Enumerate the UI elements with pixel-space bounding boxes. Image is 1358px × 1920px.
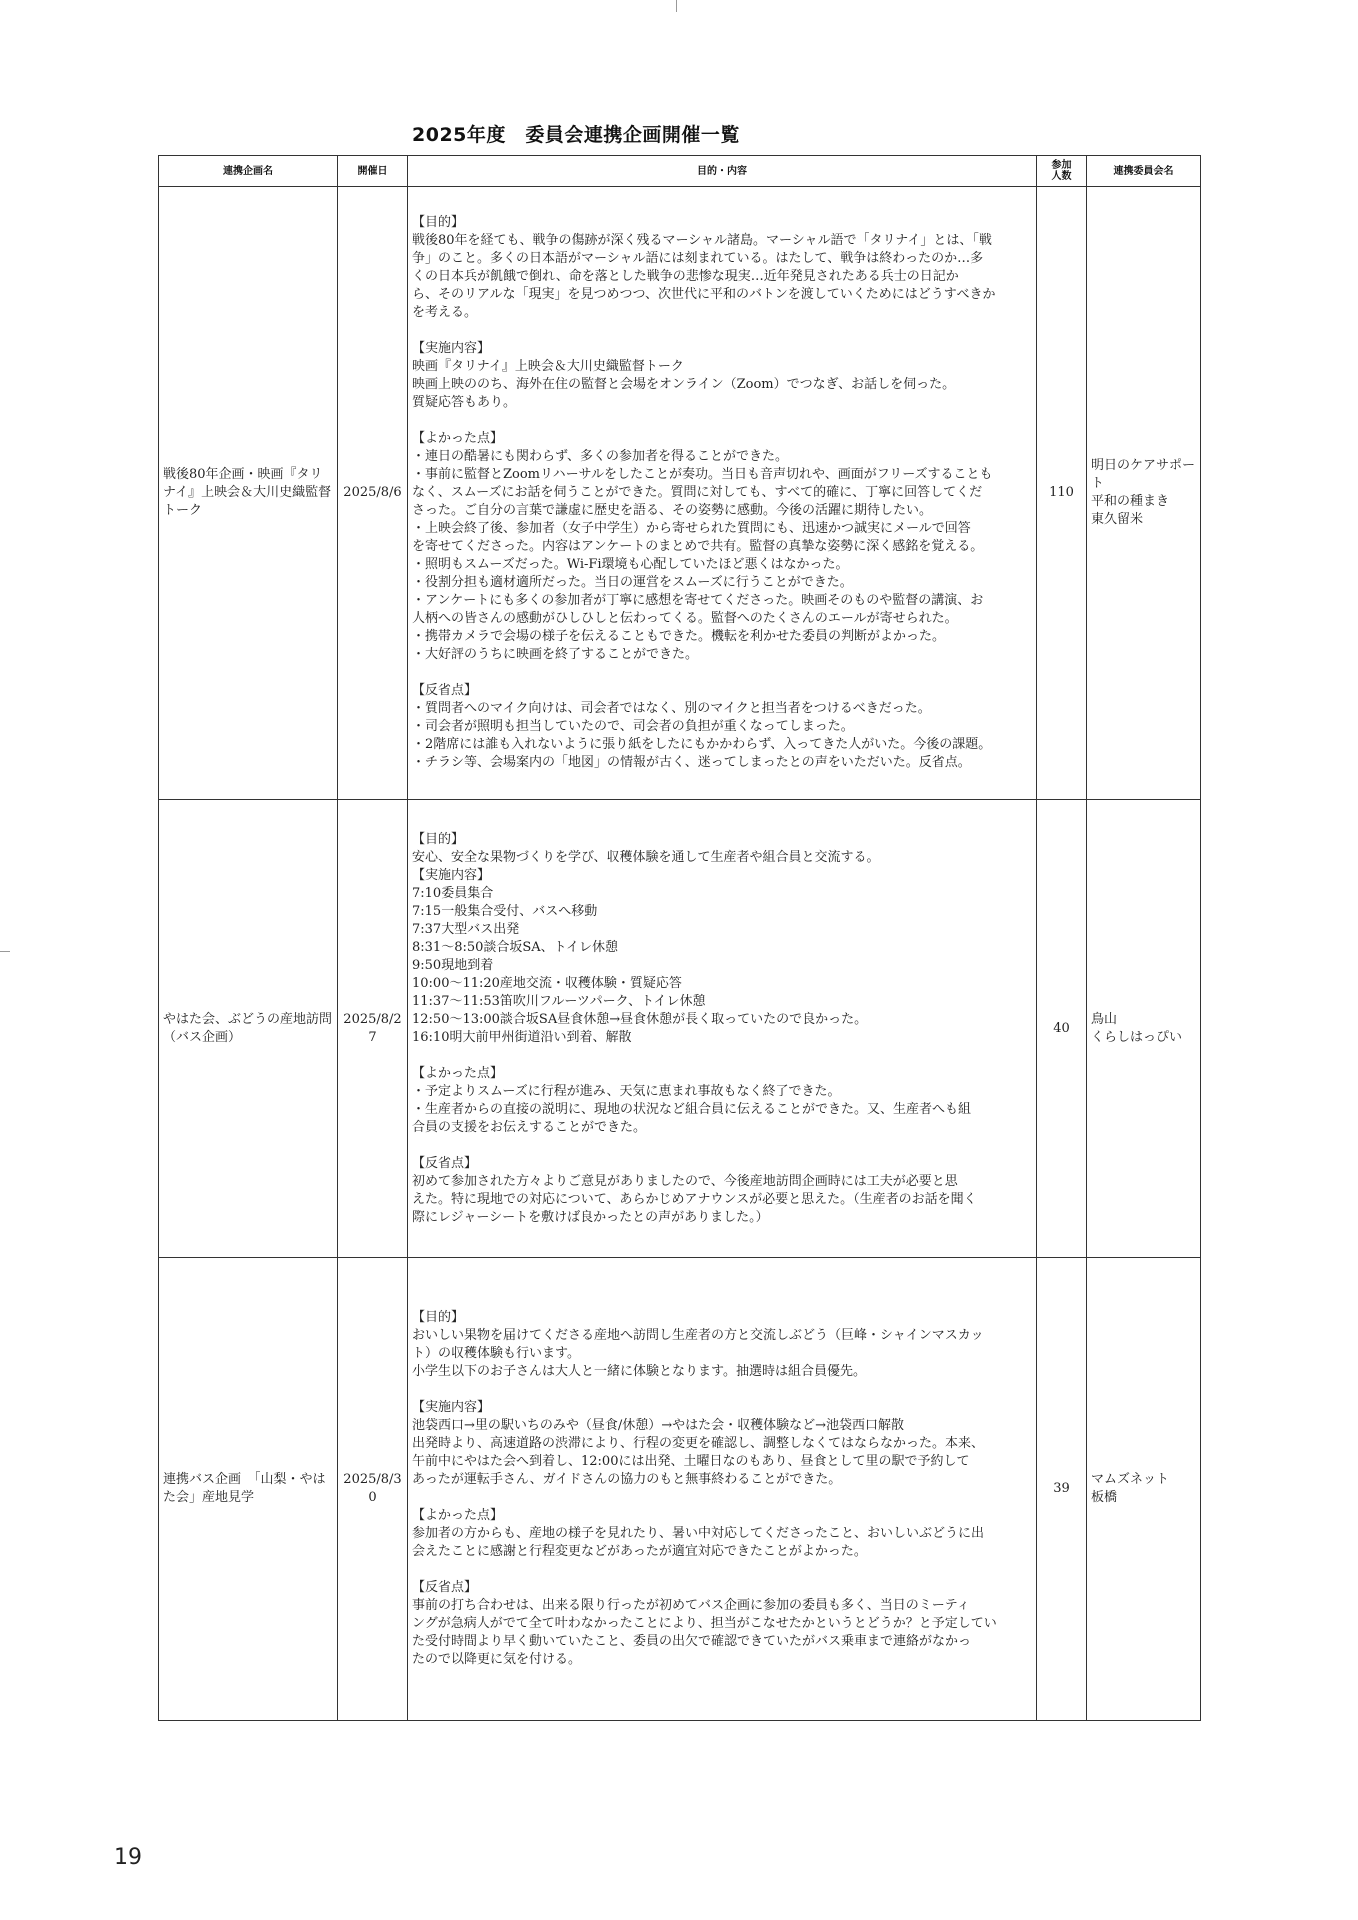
content-line: を寄せてくださった。内容はアンケートのまとめで共有。監督の真摯な姿勢に深く感銘を覚える。 [412, 539, 984, 554]
content-section [412, 1309, 1032, 1381]
content-line: 池袋西口→里の駅いちのみや（昼食/休憩）→やはた会・収穫体験など→池袋西口解散 [412, 1418, 905, 1433]
content-line: おいしい果物を届けてくださる産地へ訪問し生産者の方と交流しぶどう（巨峰・シャインマスカッ [412, 1328, 984, 1343]
content-line: ・事前に監督とZoomリハーサルをしたことが奏功。当日も音声切れや、画面がフリーズすることも [412, 467, 993, 482]
content-section [412, 214, 1032, 322]
content-line: ・照明もスムーズだった。Wi-Fi環境も心配していたほど悪くはなかった。 [412, 557, 849, 572]
table-row [159, 1258, 1201, 1721]
content-line: たので以降更に気を付ける。 [412, 1652, 582, 1667]
content-line: 合員の支援をお伝えすることができた。 [412, 1119, 647, 1135]
content-line: 7:37大型バス出発 [412, 921, 520, 937]
content-section [412, 831, 1032, 867]
content-line: ・質問者へのマイク向けは、司会者ではなく、別のマイクと担当者をつけるべきだった。 [412, 701, 931, 716]
content-line: 7:15一般集合受付、バスへ移動 [412, 903, 598, 919]
section-heading: 【よかった点】 [412, 1508, 504, 1523]
content-line: 人柄への皆さんの感動がひしひしと伝わってくる。監督へのたくさんのエールが寄せられた。 [412, 611, 958, 626]
header-committee: 連携委員会名 [1087, 156, 1201, 187]
header-name: 連携企画名 [159, 156, 338, 187]
content-line: ・大好評のうちに映画を終了することができた。 [412, 647, 699, 662]
content-section [412, 867, 1032, 1047]
plan-content-cell [408, 187, 1037, 800]
content-line: 11:37～11:53笛吹川フルーツパーク、トイレ休憩 [412, 993, 706, 1009]
content-line: ・司会者が照明も担当していたので、司会者の負担が重くなってしまった。 [412, 719, 854, 734]
header-content: 目的・内容 [408, 156, 1037, 187]
content-section [412, 1579, 1032, 1669]
content-line: さった。ご自分の言葉で謙虚に歴史を語る、その姿勢に感動。今後の活躍に期待したい。 [412, 503, 933, 518]
content-line: 映画上映ののち、海外在住の監督と会場をオンライン（Zoom）でつなぎ、お話しを伺った。 [412, 377, 956, 392]
plan-name-cell: 連携バス企画 「山梨・やはた会」産地見学 [159, 1258, 338, 1721]
content-line: 戦後80年を経ても、戦争の傷跡が深く残るマーシャル諸島。マーシャル語で「タリナイ」とは、「戦 [412, 233, 992, 248]
section-heading: 【目的】 [412, 215, 465, 230]
section-heading: 【反省点】 [412, 1155, 478, 1171]
plan-date-cell: 2025/8/6 [338, 187, 408, 800]
content-line: ・連日の酷暑にも関わらず、多くの参加者を得ることができた。 [412, 449, 788, 464]
content-line: 参加者の方からも、産地の様子を見れたり、暑い中対応してくださったこと、おいしいぶどうに出 [412, 1526, 985, 1541]
content-line: 際にレジャーシートを敷けば良かったとの声がありました。） [412, 1209, 769, 1225]
header-count-label: 参加人数 [1051, 160, 1072, 182]
content-section [412, 1507, 1032, 1561]
content-section [412, 682, 1032, 772]
plan-date-cell: 2025/8/27 [338, 800, 408, 1258]
content-line: ・チラシ等、会場案内の「地図」の情報が古く、迷ってしまったとの声をいただいた。反省点。 [412, 755, 971, 770]
plan-table [158, 155, 1201, 1721]
plan-name-cell: 戦後80年企画・映画『タリナイ』上映会＆大川史織監督トーク [159, 187, 338, 800]
content-section [412, 1399, 1032, 1489]
plan-date-cell: 2025/8/30 [338, 1258, 408, 1721]
content-line: ト）の収穫体験も行います。 [412, 1346, 580, 1361]
table-header-row [159, 156, 1201, 187]
crop-mark-top [676, 0, 677, 12]
content-line: 事前の打ち合わせは、出来る限り行ったが初めてバス企画に参加の委員も多く、当日のミーティ [412, 1598, 970, 1613]
header-count [1037, 156, 1087, 187]
plan-committee-cell: 明日のケアサポート 平和の種まき 東久留米 [1087, 187, 1201, 800]
content-line: 小学生以下のお子さんは大人と一緒に体験となります。抽選時は組合員優先。 [412, 1364, 866, 1379]
section-heading: 【反省点】 [412, 1580, 478, 1595]
section-heading: 【実施内容】 [412, 341, 491, 356]
plan-count-cell: 110 [1037, 187, 1087, 800]
content-line: あったが運転手さん、ガイドさんの協力のもと無事終わることができた。 [412, 1472, 842, 1487]
plan-content-cell [408, 1258, 1037, 1721]
section-heading: 【目的】 [412, 831, 465, 847]
content-section [412, 1155, 1032, 1227]
content-line: ・アンケートにも多くの参加者が丁寧に感想を寄せてくださった。映画そのものや監督の講演、お [412, 593, 984, 608]
plan-count-cell: 40 [1037, 800, 1087, 1258]
content-line: 初めて参加された方々よりご意見がありましたので、今後産地訪問企画時には工夫が必要と思 [412, 1173, 958, 1189]
header-date: 開催日 [338, 156, 408, 187]
section-heading: 【よかった点】 [412, 1065, 504, 1081]
content-line: 会えたことに感謝と行程変更などがあったが適宜対応できたことがよかった。 [412, 1544, 867, 1559]
content-line: なく、スムーズにお話を伺うことができた。質問に対しても、すべて的確に、丁寧に回答してくだ [412, 485, 983, 500]
content-line: 午前中にやはた会へ到着し、12:00には出発、土曜日なのもあり、昼食として里の駅で予約して [412, 1454, 970, 1469]
section-heading: 【よかった点】 [412, 431, 504, 446]
content-line: 10:00～11:20産地交流・収穫体験・質疑応答 [412, 975, 682, 991]
content-line: 映画『タリナイ』上映会＆大川史織監督トーク [412, 359, 684, 374]
page-number: 19 [114, 1845, 142, 1870]
content-section [412, 430, 1032, 664]
crop-mark-left [0, 951, 10, 952]
content-line: ・2階席には誰も入れないように張り紙をしたにもかかわらず、入ってきた人がいた。今後の課題。 [412, 737, 992, 752]
section-heading: 【目的】 [412, 1310, 465, 1325]
content-line: ・役割分担も適材適所だった。当日の運営をスムーズに行うことができた。 [412, 575, 853, 590]
table-row [159, 187, 1201, 800]
content-line: えた。特に現地での対応について、あらかじめアナウンスが必要と思えた。（生産者のお話を聞く [412, 1191, 977, 1207]
plan-content-cell [408, 800, 1037, 1258]
content-section [412, 1065, 1032, 1137]
content-line: ・予定よりスムーズに行程が進み、天気に恵まれ事故もなく終了できた。 [412, 1083, 841, 1099]
content-line: 9:50現地到着 [412, 957, 494, 973]
plan-name-cell: やはた会、ぶどうの産地訪問（バス企画） [159, 800, 338, 1258]
plan-committee-cell: マムズネット 板橋 [1087, 1258, 1201, 1721]
content-line: 16:10明大前甲州街道沿い到着、解散 [412, 1029, 632, 1045]
table-row [159, 800, 1201, 1258]
document-title: 2025年度 委員会連携企画開催一覧 [412, 124, 740, 146]
content-line: ・携帯カメラで会場の様子を伝えることもできた。機転を利かせた委員の判断がよかった。 [412, 629, 946, 644]
content-line: 出発時より、高速道路の渋滞により、行程の変更を確認し、調整しなくてはならなかった。本来、 [412, 1436, 985, 1451]
content-line: くの日本兵が飢餓で倒れ、命を落とした戦争の悲惨な現実…近年発見されたある兵士の日記か [412, 269, 959, 284]
plan-committee-cell: 鳥山 くらしはっぴい [1087, 800, 1201, 1258]
section-heading: 【実施内容】 [412, 1400, 491, 1415]
plan-count-cell: 39 [1037, 1258, 1087, 1721]
content-line: 安心、安全な果物づくりを学び、収穫体験を通して生産者や組合員と交流する。 [412, 849, 880, 865]
content-line: 12:50～13:00談合坂SA昼食休憩→昼食休憩が長く取っていたので良かった。 [412, 1011, 868, 1027]
content-line: ら、そのリアルな「現実」を見つめつつ、次世代に平和のバトンを渡していくためにはどうすべきか [412, 287, 996, 302]
content-line: た受付時間より早く動いていたこと、委員の出欠で確認できていたがバス乗車まで連絡がなかっ [412, 1634, 972, 1649]
content-line: ・上映会終了後、参加者（女子中学生）から寄せられた質問にも、迅速かつ誠実にメールで回答 [412, 521, 971, 536]
content-line: 質疑応答もあり。 [412, 395, 517, 410]
content-line: を考える。 [412, 305, 478, 320]
content-line: 7:10委員集合 [412, 885, 494, 901]
content-line: 争」のこと。多くの日本語がマーシャル語には刻まれている。はたして、戦争は終わったのか…多 [412, 251, 984, 266]
section-heading: 【反省点】 [412, 683, 478, 698]
section-heading: 【実施内容】 [412, 867, 491, 883]
content-line: ングが急病人がでて全て叶わなかったことにより、担当がこなせたかというとどうか？と予定してい [412, 1616, 997, 1631]
content-line: ・生産者からの直接の説明に、現地の状況など組合員に伝えることができた。又、生産者へも組 [412, 1101, 972, 1117]
content-line: 8:31～8:50談合坂SA、トイレ休憩 [412, 939, 619, 955]
content-section [412, 340, 1032, 412]
